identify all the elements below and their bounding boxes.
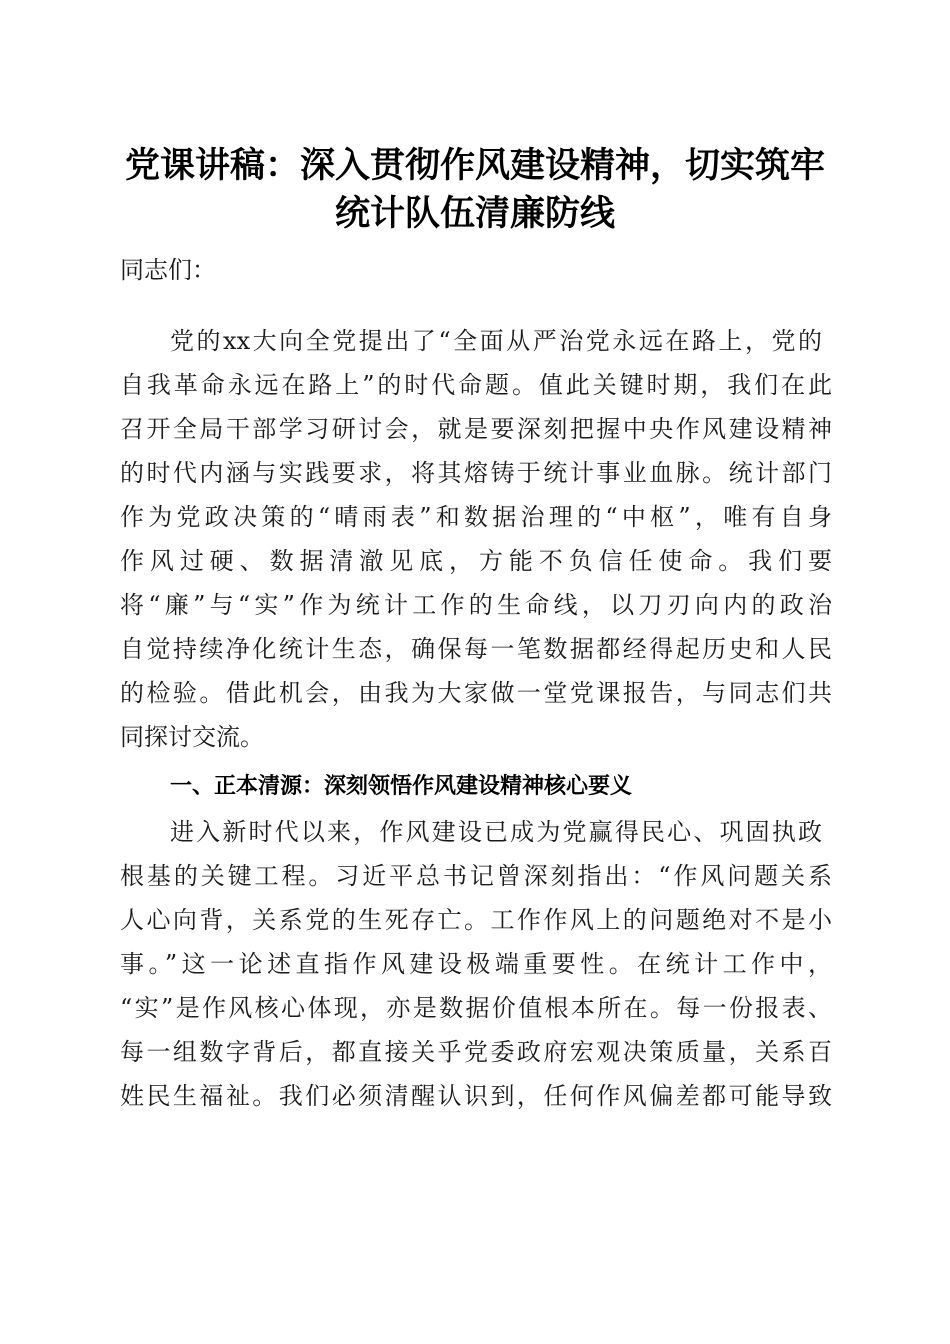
paragraph-line: 自觉持续净化统计生态，确保每一笔数据都经得起历史和人民: [120, 635, 832, 663]
paragraph-line: 将“廉”与“实”作为统计工作的生命线，以刀刃向内的政治: [120, 591, 832, 619]
paragraph-line: 姓民生福祉。我们必须清醒认识到，任何作风偏差都可能导致: [120, 1082, 832, 1110]
document-title-line-2: 统计队伍清廉防线: [334, 193, 615, 234]
paragraph-line: 自我革命永远在路上”的时代命题。值此关键时期，我们在此: [120, 371, 832, 399]
paragraph-line: 作为党政决策的“晴雨表”和数据治理的“中枢”，唯有自身: [120, 503, 832, 531]
paragraph-line: 同探讨交流。: [120, 723, 264, 751]
paragraph-line: 人心向背，关系党的生死存亡。工作作风上的问题绝对不是小: [120, 906, 832, 934]
section-heading: 一、正本清源：深刻领悟作风建设精神核心要义: [170, 774, 633, 799]
paragraph-line: 的检验。借此机会，由我为大家做一堂党课报告，与同志们共: [120, 679, 832, 707]
paragraph-line: 每一组数字背后，都直接关乎党委政府宏观决策质量，关系百: [120, 1038, 832, 1066]
paragraph-line: 的时代内涵与实践要求，将其熔铸于统计事业血脉。统计部门: [120, 459, 832, 487]
document-title-line-1: 党课讲稿：深入贯彻作风建设精神，切实筑牢: [124, 145, 825, 186]
paragraph-line: 事。”这一论述直指作风建设极端重要性。在统计工作中，: [120, 950, 832, 978]
paragraph-line: 根基的关键工程。习近平总书记曾深刻指出：“作风问题关系: [120, 862, 832, 890]
paragraph-line: “实”是作风核心体现，亦是数据价值根本所在。每一份报表、: [120, 994, 832, 1022]
paragraph-line: 党的xx大向全党提出了“全面从严治党永远在路上，党的: [170, 327, 822, 355]
paragraph-line: 进入新时代以来，作风建设已成为党赢得民心、巩固执政: [170, 818, 822, 846]
salutation: 同志们：: [120, 256, 216, 284]
paragraph-line: 召开全局干部学习研讨会，就是要深刻把握中央作风建设精神: [120, 415, 832, 443]
paragraph-line: 作风过硬、数据清澈见底，方能不负信任使命。我们要: [120, 547, 832, 575]
